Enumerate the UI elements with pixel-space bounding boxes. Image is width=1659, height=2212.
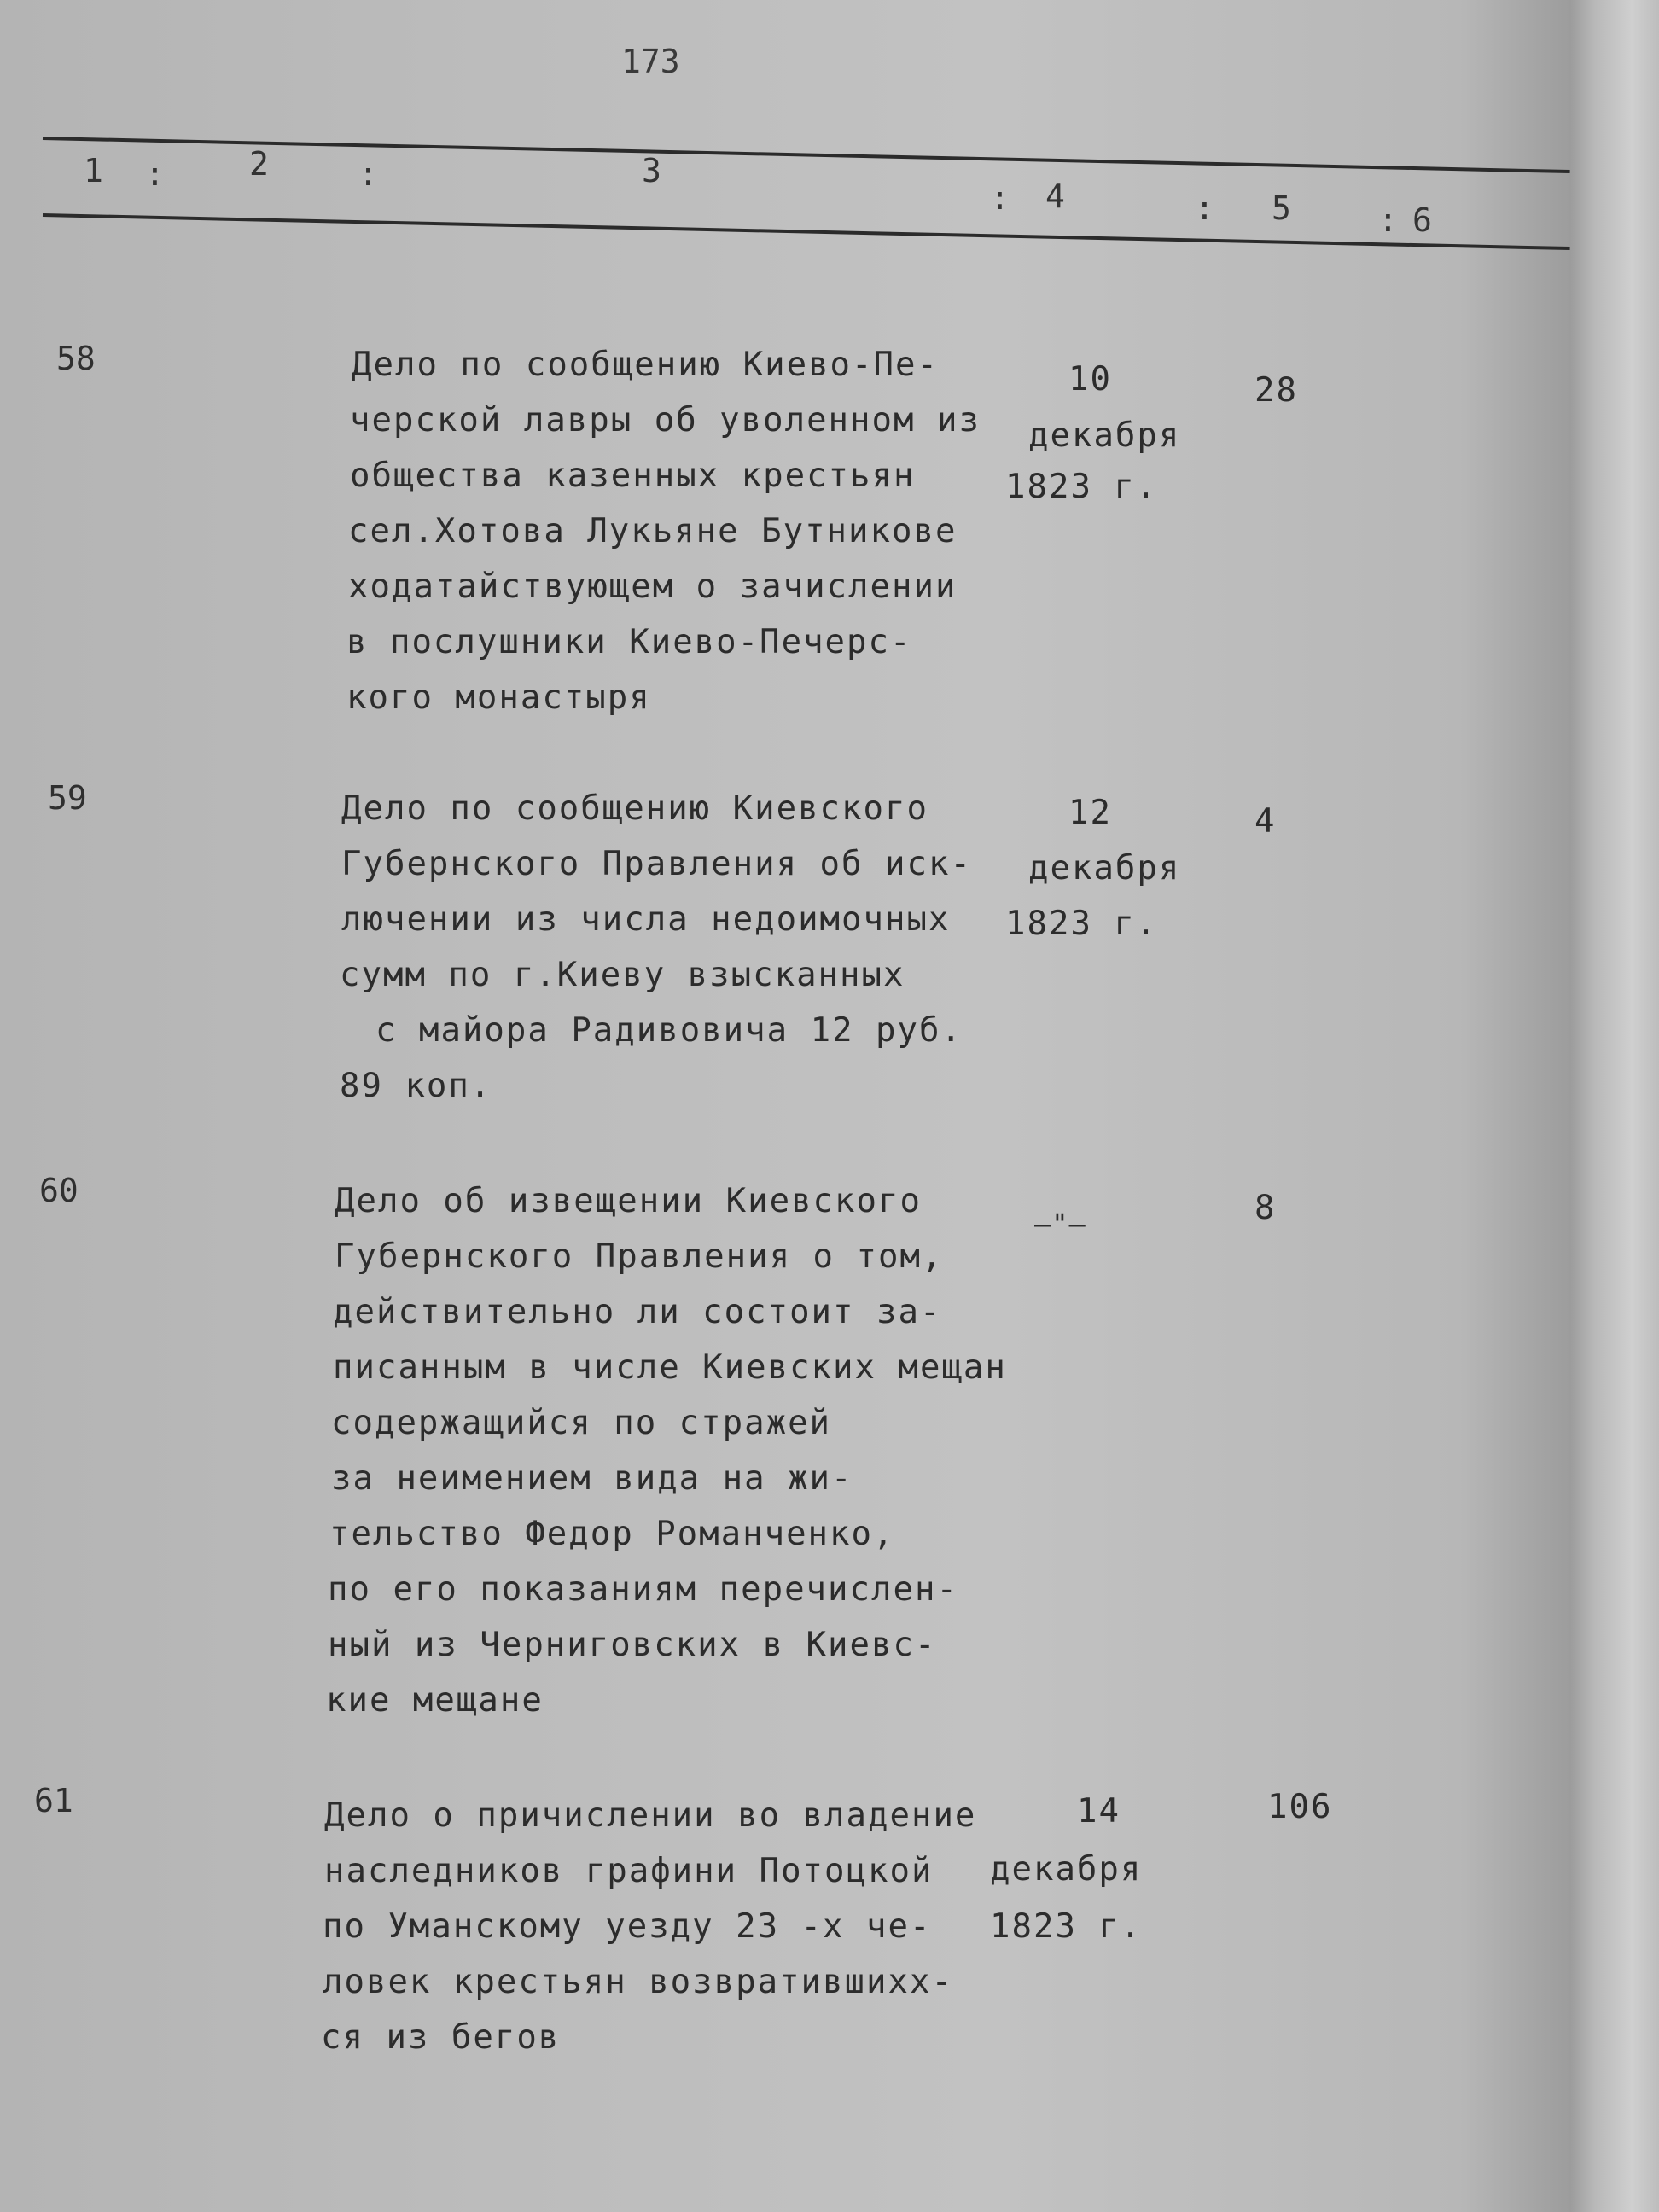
entry-date-day: 10: [1068, 360, 1112, 399]
column-header-3: 3: [642, 152, 661, 189]
entry-date-day: 14: [1077, 1792, 1121, 1831]
entry-sheets: 8: [1254, 1189, 1277, 1227]
entry-description-line: Дело по сообщению Киево-Пе-: [352, 346, 939, 384]
entry-description-line: кого монастыря: [346, 678, 651, 717]
entry-description-line: черской лавры об уволенном из: [350, 401, 981, 439]
entry-date-year: 1823 г.: [1005, 905, 1158, 943]
column-header-4: 4: [1045, 178, 1065, 215]
entry-date-day: 12: [1068, 794, 1112, 832]
header-rule-bottom: [43, 213, 1570, 250]
entry-description-line: Дело о причислении во владение: [324, 1796, 977, 1835]
header-rule-top: [43, 137, 1570, 173]
entry-description-line: действительно ли состоит за-: [333, 1293, 942, 1331]
column-header-6: 6: [1412, 201, 1432, 239]
column-header-2: 2: [249, 145, 269, 183]
entry-sheets: 4: [1254, 802, 1277, 841]
entry-description-line: содержащийся по стражей: [331, 1404, 832, 1442]
column-separator: :: [145, 155, 165, 193]
entry-number: 61: [34, 1782, 73, 1819]
entry-description-line: кие мещане: [326, 1681, 544, 1720]
entry-date-year: 1823 г.: [990, 1907, 1143, 1946]
entry-description-line: ходатайствующем о зачислении: [348, 568, 958, 606]
column-header-5: 5: [1272, 189, 1291, 227]
entry-description-line: по Уманскому уезду 23 -х че-: [323, 1907, 932, 1946]
entry-description-line: сумм по г.Киеву взысканных: [340, 956, 905, 994]
entry-description-line: писанным в числе Киевских мещан: [333, 1348, 1007, 1387]
entry-description-line: по его показаниям перечислен-: [328, 1570, 958, 1609]
column-separator: :: [358, 155, 378, 193]
entry-number: 60: [39, 1172, 79, 1209]
entry-number: 58: [56, 340, 96, 377]
column-header-1: 1: [84, 152, 103, 189]
column-separator: :: [1195, 189, 1214, 227]
entry-description-line: Губернского Правления об иск-: [341, 845, 972, 883]
entry-date-month: декабря: [990, 1850, 1143, 1889]
entry-description-line: с майора Радивовича 12 руб.: [375, 1011, 963, 1050]
entry-description-line: лючении из числа недоимочных: [341, 900, 951, 939]
page-number: 173: [621, 43, 680, 80]
entry-date-month: декабря: [1028, 416, 1181, 455]
entry-number: 59: [48, 779, 87, 817]
entry-description-line: 89 коп.: [340, 1067, 492, 1105]
entry-description-line: ся из бегов: [321, 2018, 561, 2057]
entry-description-line: ловек крестьян возвратившихх-: [323, 1963, 953, 2001]
entry-description-line: тельство Федор Романченко,: [329, 1515, 895, 1553]
entry-description-line: наследников графини Потоцкой: [324, 1852, 934, 1890]
entry-sheets: 106: [1267, 1788, 1333, 1826]
entry-description-line: за неимением вида на жи-: [331, 1459, 853, 1498]
entry-description-line: Губернского Правления о том,: [335, 1237, 944, 1276]
entry-description-line: ный из Черниговских в Киевс-: [328, 1626, 937, 1664]
column-separator: :: [990, 179, 1010, 217]
entry-date-month: декабря: [1028, 849, 1181, 888]
entry-sheets: 28: [1254, 371, 1298, 410]
page-edge: [1569, 0, 1659, 2212]
entry-description-line: Дело об извещении Киевского: [335, 1182, 922, 1220]
entry-description-line: Дело по сообщению Киевского: [341, 789, 928, 828]
entry-date-ditto: —"—: [1034, 1208, 1086, 1240]
entry-description-line: в послушники Киево-Печерс-: [346, 623, 912, 661]
entry-description-line: общества казенных крестьян: [350, 457, 916, 495]
column-separator: :: [1378, 201, 1398, 239]
entry-description-line: сел.Хотова Лукьяне Бутникове: [348, 512, 958, 550]
entry-date-year: 1823 г.: [1005, 468, 1158, 506]
